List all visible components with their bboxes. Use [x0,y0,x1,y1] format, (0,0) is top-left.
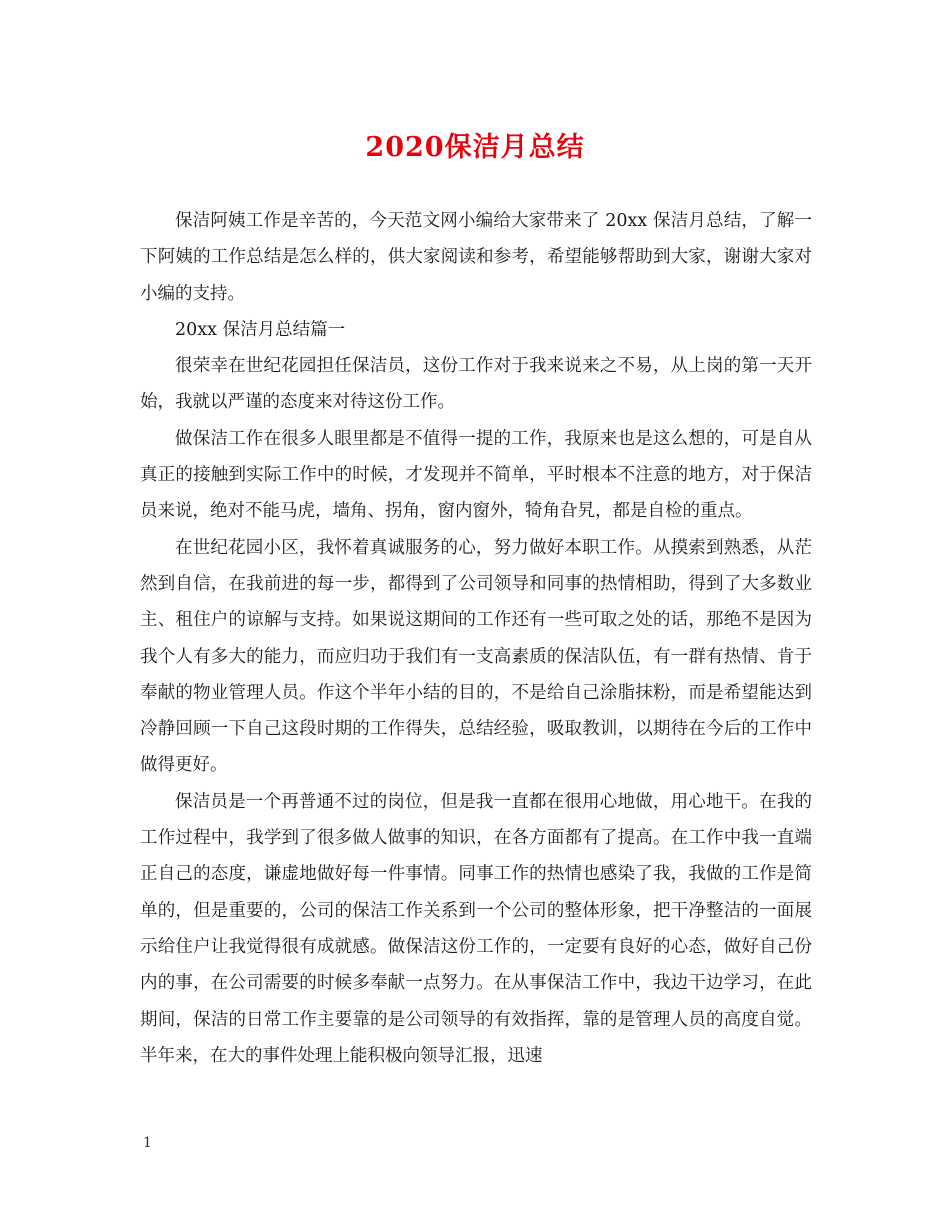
section-heading: 20xx 保洁月总结篇一 [175,319,346,340]
paragraph: 很荣幸在世纪花园担任保洁员，这份工作对于我来说来之不易，从上岗的第一天开始，我就以严谨的态度来对待这份工作。 [140,356,812,413]
paragraph: 保洁员是一个再普通不过的岗位，但是我一直都在很用心地做，用心地干。在我的工作过程中，我学到了很多做人做事的知识，在各方面都有了提高。在工作中我一直端正自己的态度，谦虚地做好每一件事情。同事工作的热情也感染了我，我做的工作是简单的，但是重要的，公司的保洁工作关系到一个公司的整体形象，把干净整洁的一面展示给住户让我觉得很有成就感。做保洁这份工作的，一定要有良好的心态，做好自己份内的事，在公司需要的时候多奉献一点努力。在从事保洁工作中，我边干边学习，在此期间，保洁的日常工作主要靠的是公司领导的有效指挥，靠的是管理人员的高度自觉。半年来，在大的事件处理上能积极向领导汇报，迅速 [140,791,812,1066]
document-body [140,203,812,1074]
document-title: 2020保洁月总结 [365,132,585,163]
paragraph: 做保洁工作在很多人眼里都是不值得一提的工作，我原来也是这么想的，可是自从真正的接触到实际工作中的时候，才发现并不简单，平时根本不注意的地方，对于保洁员来说，绝对不能马虎，墙角、拐角，窗内窗外，犄角旮旯，都是自检的重点。 [140,428,812,522]
paragraph-intro: 保洁阿姨工作是辛苦的，今天范文网小编给大家带来了 20xx 保洁月总结，了解一下阿姨的工作总结是怎么样的，供大家阅读和参考，希望能够帮助到大家，谢谢大家对小编的支持。 [140,211,812,304]
paragraph: 在世纪花园小区，我怀着真诚服务的心，努力做好本职工作。从摸索到熟悉，从茫然到自信，在我前进的每一步，都得到了公司领导和同事的热情相助，得到了大多数业主、租住户的谅解与支持。如果说这期间的工作还有一些可取之处的话，那绝不是因为我个人有多大的能力，而应归功于我们有一支高素质的保洁队伍，有一群有热情、肯于奉献的物业管理人员。作这个半年小结的目的，不是给自己涂脂抹粉，而是希望能达到冷静回顾一下自己这段时期的工作得失，总结经验，吸取教训，以期待在今后的工作中做得更好。 [140,537,812,776]
page-number: 1 [143,1135,152,1151]
